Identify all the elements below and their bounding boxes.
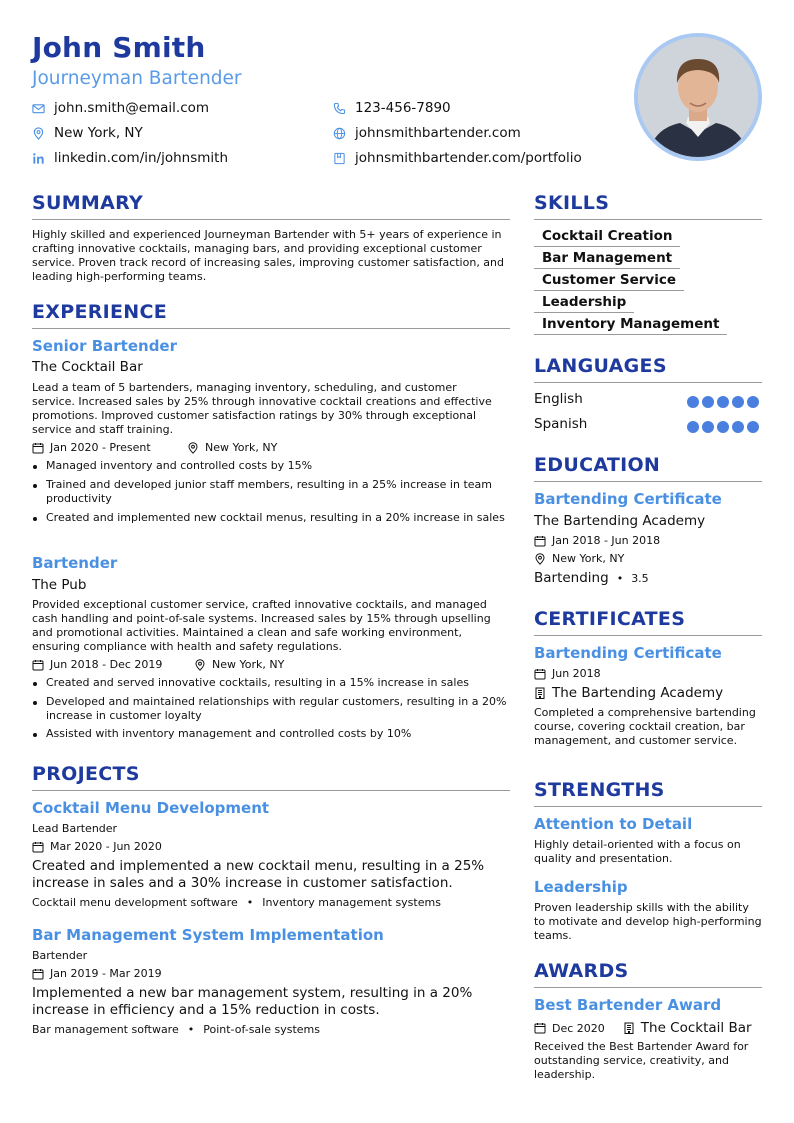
strengths-heading: STRENGTHS [534,779,665,801]
phone-icon [333,102,346,115]
skill-tag: Inventory Management [534,316,727,335]
email-icon [32,102,45,115]
award-title: Best Bartender Award [534,996,722,1014]
certificate-date [534,667,601,680]
project-dates-text: Mar 2020 - Jun 2020 [50,840,162,853]
candidate-name: John Smith [32,31,206,64]
profile-photo [634,33,762,161]
proficiency-dot [732,396,744,408]
job-description: Provided exceptional customer service, crafted innovative cocktails, and managed cash handling and point-of-sale systems. Increased sales by 15% through upselling and promotional activities. Maintained a clean and safe working environment, ensuring compliance with health and safety regulations. [32,598,491,653]
project-tool: Cocktail menu development software [32,896,238,909]
job-location-text: New York, NY [205,441,278,454]
job-location [187,441,277,454]
location-pin-icon [32,127,45,140]
job-dates [32,441,151,454]
award-meta [534,1020,752,1036]
job-bullet: Trained and developed junior staff members, resulting in a 25% increase in team productivity [32,478,510,506]
education-school: The Bartending Academy [534,513,706,529]
summary-divider [32,219,510,220]
job-company: The Cocktail Bar [32,359,143,375]
proficiency-dot [717,421,729,433]
proficiency-dot [687,421,699,433]
certificate-issuer [534,685,723,701]
contact-website-text: johnsmithbartender.com [355,125,521,141]
separator-dot: • [187,1023,195,1036]
job-dates-text: Jan 2020 - Present [50,441,151,454]
education-location-text: New York, NY [552,552,625,565]
project-dates [32,967,162,980]
project-tool: Point-of-sale systems [203,1023,320,1036]
separator-dot: • [616,571,624,585]
skill-tag: Cocktail Creation [534,228,680,247]
job-dates-text: Jun 2018 - Dec 2019 [50,658,163,671]
contact-email-text: john.smith@email.com [54,100,210,116]
linkedin-icon [32,152,45,165]
separator-dot: • [246,896,254,909]
job-dates [32,658,162,671]
awards-divider [534,987,762,988]
skills-divider [534,219,762,220]
strengths-divider [534,806,762,807]
contact-phone[interactable] [333,100,451,116]
contact-phone-text: 123-456-7890 [355,100,451,116]
languages-divider [534,382,762,383]
certificates-heading: CERTIFICATES [534,608,686,630]
job-bullet: Developed and maintained relationships with regular customers, resulting in a 20% increase in customer loyalty [32,695,510,723]
project-tools [32,1023,320,1036]
language-level [687,396,759,408]
proficiency-dot [687,396,699,408]
institution-icon [534,687,546,699]
calendar-icon [32,968,44,980]
job-bullet: Managed inventory and controlled costs by 15% [32,459,510,473]
project-description: Implemented a new bar management system, resulting in a 20% increase in efficiency and a 15% reduction in costs. [32,985,473,1018]
certificate-issuer-text: The Bartending Academy [552,685,724,701]
proficiency-dot [732,421,744,433]
calendar-icon [32,442,44,454]
person-avatar-icon [638,37,758,157]
job-location [194,658,284,671]
calendar-icon [534,535,546,547]
award-issuer: The Cocktail Bar [640,1020,752,1036]
project-title: Cocktail Menu Development [32,799,270,817]
candidate-title: Journeyman Bartender [32,68,242,89]
summary-heading: SUMMARY [32,192,144,214]
project-dates [32,840,162,853]
experience-heading: EXPERIENCE [32,301,168,323]
job-bullet: Assisted with inventory management and controlled costs by 10% [32,727,510,741]
portfolio-icon [333,152,346,165]
education-degree: Bartending Certificate [534,490,722,508]
calendar-icon [32,659,44,671]
strength-title: Leadership [534,878,628,896]
contact-location [32,125,143,141]
strength-description: Proven leadership skills with the ability to motivate and develop high-performing teams. [534,901,762,942]
project-title: Bar Management System Implementation [32,926,384,944]
proficiency-dot [717,396,729,408]
strength-title: Attention to Detail [534,815,693,833]
project-tool: Bar management software [32,1023,179,1036]
project-role: Bartender [32,949,88,962]
education-location [534,552,624,565]
calendar-icon [32,841,44,853]
education-divider [534,481,762,482]
certificates-divider [534,635,762,636]
summary-text: Highly skilled and experienced Journeyman Bartender with 5+ years of experience in crafting innovative cocktails, managing bars, and providing exceptional customer service. Proven track record of increasing sales, improving customer satisfaction, and leading high-performing teams. [32,228,505,283]
job-title: Senior Bartender [32,337,178,355]
award-date: Dec 2020 [552,1021,605,1035]
project-tool: Inventory management systems [262,896,441,909]
location-pin-icon [534,553,546,565]
education-heading: EDUCATION [534,454,661,476]
location-pin-icon [194,659,206,671]
strength-description: Highly detail-oriented with a focus on quality and presentation. [534,838,741,865]
awards-heading: AWARDS [534,960,629,982]
globe-icon [333,127,346,140]
education-dates [534,534,660,547]
project-description: Created and implemented a new cocktail menu, resulting in a 25% increase in sales and a 30% increase in customer satisfaction. [32,858,485,891]
job-location-text: New York, NY [212,658,285,671]
skill-tag: Leadership [534,294,634,313]
education-dates-text: Jan 2018 - Jun 2018 [552,534,661,547]
location-pin-icon [187,442,199,454]
project-tools [32,896,441,909]
proficiency-dot [702,396,714,408]
skill-tag: Bar Management [534,250,680,269]
education-field: Bartending [534,570,609,586]
experience-divider [32,328,510,329]
certificate-date-text: Jun 2018 [552,667,601,680]
contact-location-text: New York, NY [54,125,143,141]
institution-icon [623,1022,635,1034]
proficiency-dot [702,421,714,433]
skills-heading: SKILLS [534,192,610,214]
languages-heading: LANGUAGES [534,355,667,377]
calendar-icon [534,1022,546,1034]
projects-heading: PROJECTS [32,763,140,785]
contact-portfolio[interactable] [333,150,582,166]
project-role: Lead Bartender [32,822,118,835]
language-level [687,421,759,433]
contact-email[interactable] [32,100,209,116]
contact-website[interactable] [333,125,521,141]
proficiency-dot [747,421,759,433]
job-bullet: Created and implemented new cocktail menus, resulting in a 20% increase in sales [32,511,510,525]
language-name: Spanish [534,416,588,432]
job-description: Lead a team of 5 bartenders, managing inventory, scheduling, and customer service. Increased sales by 25% through innovative cocktail creations and effective promotions. Improved customer satisfaction ratings by 30% through exceptional service and staff training. [32,381,492,436]
language-name: English [534,391,583,407]
job-title: Bartender [32,554,118,572]
contact-linkedin-text: linkedin.com/in/johnsmith [54,150,229,166]
skill-tag: Customer Service [534,272,684,291]
project-dates-text: Jan 2019 - Mar 2019 [50,967,162,980]
job-bullet: Created and served innovative cocktails, resulting in a 15% increase in sales [32,676,510,690]
certificate-title: Bartending Certificate [534,644,722,662]
education-field-gpa [534,570,649,586]
award-description: Received the Best Bartender Award for outstanding service, creativity, and leadership. [534,1040,749,1081]
education-gpa: 3.5 [631,571,649,585]
job-company: The Pub [32,577,87,593]
proficiency-dot [747,396,759,408]
calendar-icon [534,668,546,680]
certificate-description: Completed a comprehensive bartending course, covering cocktail creation, bar management, and customer service. [534,706,756,747]
contact-linkedin[interactable] [32,150,228,166]
contact-portfolio-text: johnsmithbartender.com/portfolio [355,150,582,166]
projects-divider [32,790,510,791]
